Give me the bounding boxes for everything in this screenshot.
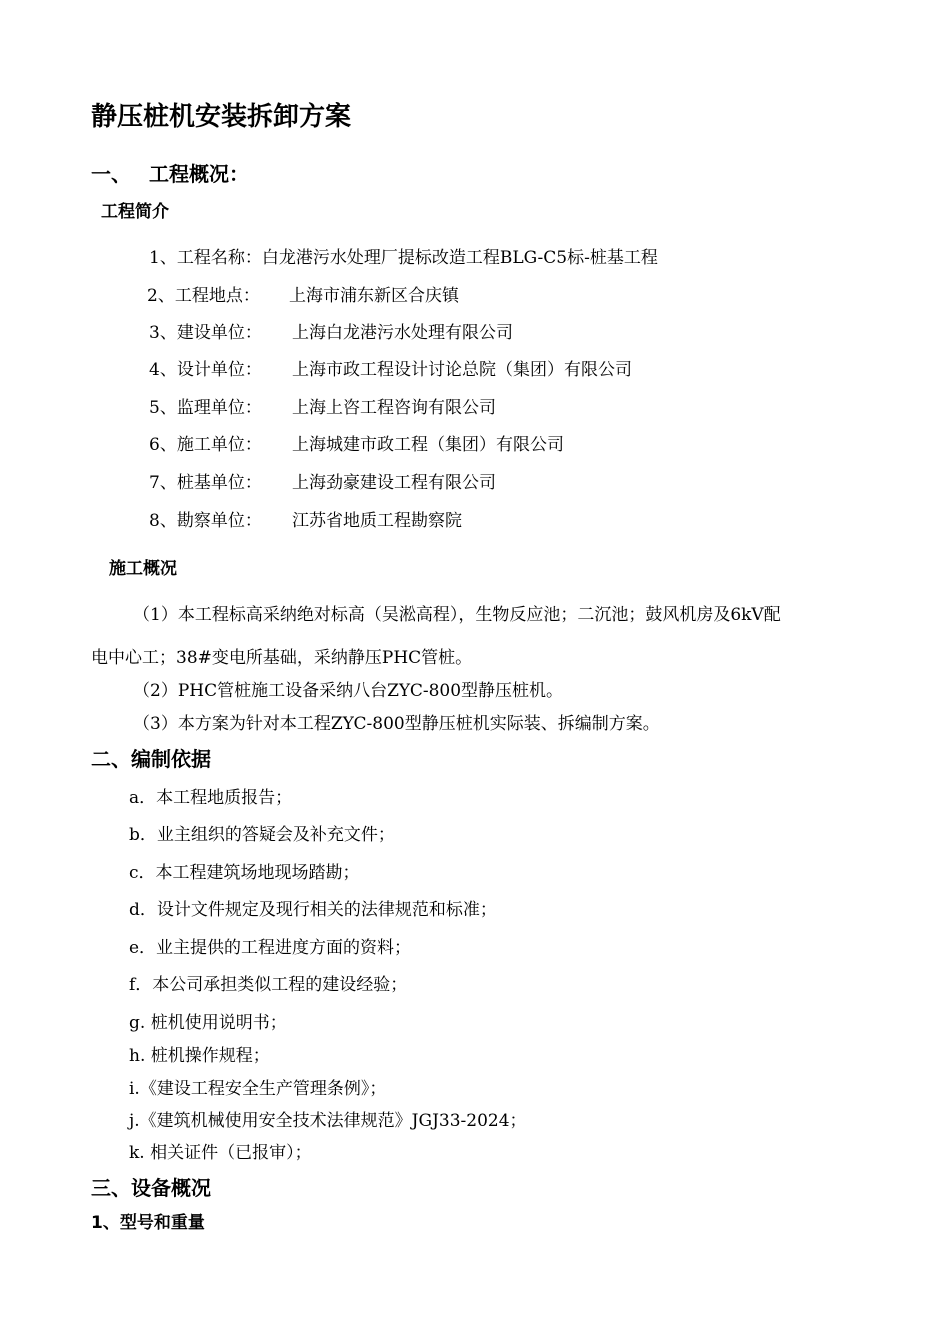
basis-item: d．设计文件规定及现行相关的法律规范和标准； <box>129 900 497 920</box>
basis-item: i.《建设工程安全生产管理条例》； <box>129 1079 387 1099</box>
project-info-value: 白龙港污水处理厂提标改造工程BLG-C5标-桩基工程 <box>261 248 658 268</box>
project-intro-heading: 工程简介 <box>101 202 169 222</box>
project-info-label: 5、监理单位： <box>149 398 262 418</box>
project-info-value: 上海市浦东新区合庆镇 <box>289 286 459 306</box>
section-3-title: 三、设备概况 <box>91 1176 211 1200</box>
project-info-item <box>149 437 564 454</box>
basis-item: c．本工程建筑场地现场踏勘； <box>129 863 360 883</box>
basis-item: k. 相关证件（已报审）； <box>129 1143 312 1163</box>
project-info-item <box>149 325 513 342</box>
project-info-label: 7、桩基单位： <box>149 473 262 493</box>
project-info-item <box>149 400 496 417</box>
basis-item: a．本工程地质报告； <box>129 788 293 808</box>
project-info-item <box>149 250 658 267</box>
project-info-value: 上海市政工程设计讨论总院（集团）有限公司 <box>292 360 632 380</box>
project-info-item <box>149 475 496 492</box>
section-1-number: 一、 <box>91 162 131 186</box>
project-info-label: 3、建设单位： <box>149 323 262 343</box>
subsection-1-title: 1、型号和重量 <box>91 1213 205 1233</box>
project-info-value: 江苏省地质工程勘察院 <box>292 511 462 531</box>
project-info-value: 上海上咨工程咨询有限公司 <box>292 398 496 418</box>
basis-item: e．业主提供的工程进度方面的资料； <box>129 938 412 958</box>
project-info-item <box>147 288 459 305</box>
basis-item: b．业主组织的答疑会及补充文件； <box>129 825 395 845</box>
project-info-value: 上海城建市政工程（集团）有限公司 <box>292 435 564 455</box>
section-2-title: 二、编制依据 <box>91 747 211 771</box>
project-info-label: 4、设计单位： <box>149 360 262 380</box>
project-info-label: 1、工程名称： <box>149 248 262 268</box>
project-info-item <box>149 362 632 379</box>
basis-item: f．本公司承担类似工程的建设经验； <box>129 975 408 995</box>
section-1-title: 工程概况： <box>149 162 249 186</box>
basis-item: g. 桩机使用说明书； <box>129 1013 287 1033</box>
project-info-value: 上海劲豪建设工程有限公司 <box>292 473 496 493</box>
construction-paragraph: （1）本工程标高采纳绝对标高（吴淞高程），生物反应池；二沉池；鼓风机房及6kV配 <box>133 605 781 625</box>
construction-paragraph: （3）本方案为针对本工程ZYC-800型静压桩机实际装、拆编制方案。 <box>133 714 660 734</box>
construction-paragraph: 电中心工；38#变电所基础，采纳静压PHC管桩。 <box>91 648 473 668</box>
basis-item: j.《建筑机械使用安全技术法律规范》JGJ33-2024； <box>129 1111 527 1131</box>
construction-overview-heading: 施工概况 <box>109 559 177 579</box>
project-info-label: 8、勘察单位： <box>149 511 262 531</box>
project-info-value: 上海白龙港污水处理有限公司 <box>292 323 513 343</box>
construction-paragraph: （2）PHC管桩施工设备采纳八台ZYC-800型静压桩机。 <box>133 681 564 701</box>
document-title: 静压桩机安装拆卸方案 <box>91 102 352 132</box>
project-info-label: 6、施工单位： <box>149 435 262 455</box>
basis-item: h. 桩机操作规程； <box>129 1046 270 1066</box>
project-info-item <box>149 513 462 530</box>
project-info-label: 2、工程地点： <box>147 286 260 306</box>
